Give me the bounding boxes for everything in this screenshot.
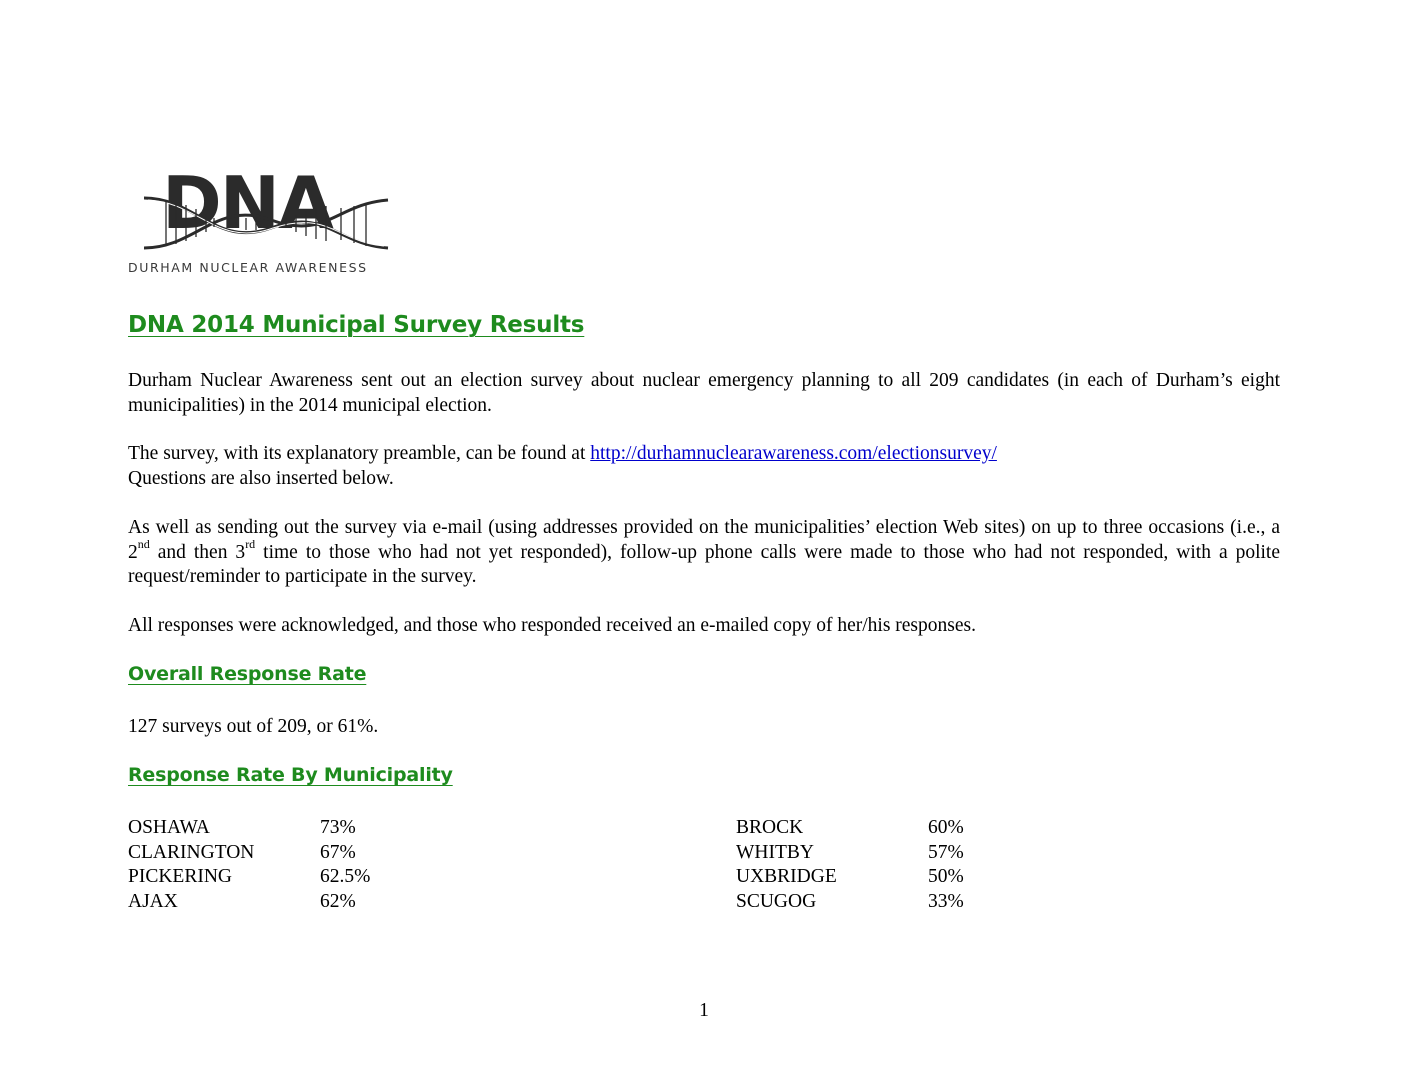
page-title: DNA 2014 Municipal Survey Results bbox=[128, 312, 585, 338]
municipality-name: PICKERING bbox=[128, 866, 233, 887]
dna-helix-logo-graphic bbox=[126, 170, 416, 260]
municipality-rate: 73% bbox=[320, 817, 356, 838]
municipality-table-left bbox=[128, 816, 400, 914]
table-row bbox=[128, 865, 400, 890]
intro-paragraph: Durham Nuclear Awareness sent out an election survey about nuclear emergency planning to all 209 candidates (in each of Durham’s eight municipalities) in the 2014 municipal election. bbox=[128, 370, 1280, 416]
municipality-name: AJAX bbox=[128, 890, 178, 912]
overall-response-heading: Overall Response Rate bbox=[128, 663, 367, 685]
municipality-rate: 62% bbox=[320, 890, 356, 912]
logo-letters: DNA bbox=[162, 170, 332, 245]
table-row bbox=[128, 816, 400, 841]
survey-url-link[interactable]: http://durhamnuclearawareness.com/electionsurvey/ bbox=[590, 443, 997, 464]
distribution-text-part1: As well as sending out the survey via e-mail (using addresses provided on the municipalities’ election Web sites) on up to three occasions (i.e., a 2 bbox=[128, 517, 1280, 563]
municipality-rate: 50% bbox=[928, 866, 964, 887]
municipality-rate: 62.5% bbox=[320, 866, 371, 887]
page-number: 1 bbox=[699, 1000, 709, 1021]
municipality-rate: 67% bbox=[320, 841, 356, 863]
logo-subtitle: DURHAM NUCLEAR AWARENESS bbox=[128, 260, 368, 275]
municipality-name: UXBRIDGE bbox=[736, 866, 837, 887]
municipality-name: OSHAWA bbox=[128, 817, 210, 838]
municipality-name: SCUGOG bbox=[736, 890, 817, 912]
table-row bbox=[736, 890, 1008, 915]
distribution-text-part2: and then 3 bbox=[149, 541, 246, 563]
municipality-name: CLARINGTON bbox=[128, 841, 255, 863]
table-row bbox=[736, 865, 1008, 890]
municipality-rate: 33% bbox=[928, 890, 964, 912]
survey-link-lead-text: The survey, with its explanatory preamble, can be found at bbox=[128, 443, 591, 464]
dna-logo bbox=[126, 170, 416, 280]
overall-response-text: 127 surveys out of 209, or 61%. bbox=[128, 716, 379, 737]
table-row bbox=[736, 816, 1008, 841]
survey-distribution-paragraph bbox=[128, 516, 1280, 590]
municipality-rate: 57% bbox=[928, 841, 964, 863]
municipality-name: BROCK bbox=[736, 817, 804, 838]
municipality-table-right bbox=[736, 816, 1008, 914]
table-row bbox=[128, 890, 400, 915]
municipality-name: WHITBY bbox=[736, 841, 814, 863]
survey-link-paragraph bbox=[128, 442, 1280, 491]
ordinal-suffix-rd: rd bbox=[245, 537, 256, 551]
table-row bbox=[128, 841, 400, 866]
ordinal-suffix-nd: nd bbox=[137, 537, 150, 551]
municipality-rate: 60% bbox=[928, 817, 964, 838]
survey-link-followup-text: Questions are also inserted below. bbox=[128, 467, 394, 489]
table-row bbox=[736, 841, 1008, 866]
distribution-text-part3: time to those who had not yet responded), follow-up phone calls were made to those who had not responded, with a polite request/reminder to participate in the survey. bbox=[128, 541, 1280, 587]
acknowledgement-paragraph: All responses were acknowledged, and those who responded received an e-mailed copy of her/his responses. bbox=[128, 615, 976, 636]
municipality-response-heading: Response Rate By Municipality bbox=[128, 764, 453, 786]
